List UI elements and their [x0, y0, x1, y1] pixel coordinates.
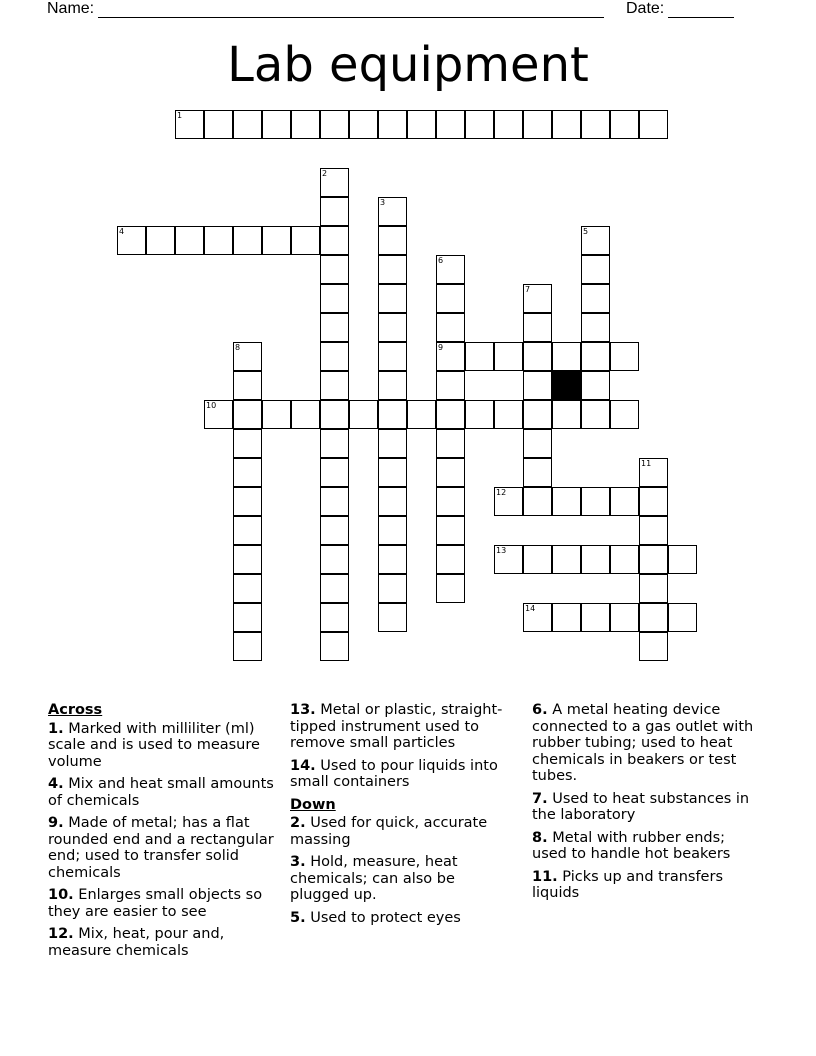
clue-number: 2. [290, 815, 306, 831]
grid-cell[interactable] [552, 545, 581, 574]
grid-cell[interactable] [378, 574, 407, 603]
clue-number: 11. [532, 868, 558, 885]
grid-cell[interactable] [610, 342, 639, 371]
grid-cell[interactable] [581, 284, 610, 313]
grid-cell[interactable] [436, 574, 465, 603]
clue-text: Metal with rubber ends; used to handle hot beakers [532, 829, 731, 862]
clue-item [532, 830, 762, 863]
clue-item [532, 702, 762, 785]
grid-cell[interactable] [581, 313, 610, 342]
clue-item [290, 815, 518, 848]
grid-cell[interactable] [639, 574, 668, 603]
grid-cell[interactable] [233, 400, 262, 429]
grid-number: 7 [525, 285, 531, 294]
grid-cell[interactable] [233, 371, 262, 400]
grid-cell[interactable] [291, 226, 320, 255]
grid-cell[interactable] [378, 603, 407, 632]
grid-number: 11 [641, 459, 652, 468]
grid-cell[interactable] [233, 632, 262, 661]
grid-cell[interactable] [436, 545, 465, 574]
grid-cell[interactable] [494, 110, 523, 139]
clue-number: 4. [48, 776, 64, 792]
grid-cell[interactable] [320, 255, 349, 284]
grid-cell[interactable] [320, 110, 349, 139]
grid-number: 13 [496, 546, 507, 555]
grid-cell[interactable] [320, 400, 349, 429]
clue-heading: Down [290, 796, 336, 813]
grid-cell[interactable] [320, 197, 349, 226]
clue-text: Used to protect eyes [310, 909, 461, 926]
clue-item [290, 854, 518, 904]
grid-cell[interactable] [233, 110, 262, 139]
name-label: Name: [47, 0, 95, 17]
grid-cell[interactable] [552, 603, 581, 632]
grid-number: 6 [438, 256, 444, 265]
clue-text: Metal or plastic, straight-tipped instrument used to remove small particles [290, 702, 503, 751]
grid-cell[interactable] [581, 487, 610, 516]
grid-cell[interactable] [436, 371, 465, 400]
grid-cell[interactable] [320, 371, 349, 400]
grid-cell[interactable] [378, 516, 407, 545]
grid-cell[interactable] [320, 603, 349, 632]
grid-number: 2 [322, 169, 328, 178]
clue-column-2 [290, 702, 518, 932]
grid-cell[interactable] [320, 458, 349, 487]
grid-cell[interactable] [552, 342, 581, 371]
grid-cell[interactable] [320, 545, 349, 574]
clue-text: Used for quick, accurate massing [290, 815, 488, 848]
grid-cell[interactable] [639, 632, 668, 661]
grid-cell[interactable] [378, 284, 407, 313]
grid-number: 12 [496, 488, 507, 497]
name-field[interactable] [47, 0, 604, 18]
grid-cell[interactable] [610, 400, 639, 429]
clue-item [290, 910, 518, 927]
grid-cell[interactable] [320, 429, 349, 458]
grid-cell[interactable] [668, 603, 697, 632]
clue-number: 9. [48, 815, 64, 831]
grid-cell[interactable] [552, 400, 581, 429]
grid-cell[interactable] [175, 226, 204, 255]
grid-cell[interactable] [610, 545, 639, 574]
grid-cell[interactable] [233, 487, 262, 516]
grid-cell[interactable] [436, 458, 465, 487]
clue-item [48, 776, 276, 809]
grid-cell[interactable] [639, 110, 668, 139]
grid-cell[interactable] [523, 110, 552, 139]
clue-text: Marked with milliliter (ml) scale and is used to measure volume [48, 720, 260, 770]
grid-cell[interactable] [378, 110, 407, 139]
grid-cell[interactable] [291, 110, 320, 139]
date-label: Date: [626, 0, 665, 17]
grid-cell[interactable] [320, 342, 349, 371]
grid-cell[interactable] [320, 574, 349, 603]
grid-cell[interactable] [581, 603, 610, 632]
grid-cell[interactable] [668, 545, 697, 574]
clue-item [48, 926, 276, 959]
grid-cell[interactable] [552, 110, 581, 139]
grid-cell[interactable] [233, 226, 262, 255]
grid-number: 8 [235, 343, 241, 352]
grid-cell[interactable] [494, 342, 523, 371]
grid-cell[interactable] [378, 313, 407, 342]
grid-cell[interactable] [523, 545, 552, 574]
grid-cell[interactable] [436, 400, 465, 429]
clue-column-1 [48, 702, 276, 965]
grid-cell[interactable] [436, 110, 465, 139]
grid-cell[interactable] [378, 429, 407, 458]
clue-text: A metal heating device connected to a gas outlet with rubber tubing; used to heat chemicals in beakers or test tubes. [532, 702, 754, 784]
grid-cell[interactable] [146, 226, 175, 255]
grid-cell[interactable] [378, 400, 407, 429]
grid-cell[interactable] [639, 603, 668, 632]
clue-item [48, 721, 276, 771]
grid-cell[interactable] [320, 516, 349, 545]
grid-cell[interactable] [639, 545, 668, 574]
grid-cell[interactable] [233, 603, 262, 632]
grid-cell[interactable] [523, 487, 552, 516]
clue-number: 1. [48, 720, 64, 737]
clue-item [532, 791, 762, 824]
grid-cell[interactable] [407, 400, 436, 429]
grid-cell[interactable] [639, 487, 668, 516]
grid-cell[interactable] [320, 313, 349, 342]
grid-cell[interactable] [233, 516, 262, 545]
clue-item [290, 702, 518, 752]
grid-cell[interactable] [262, 110, 291, 139]
clue-text: Used to pour liquids into small containers [290, 757, 498, 790]
page-title: Lab equipment [227, 37, 589, 93]
grid-number: 1 [177, 111, 183, 120]
grid-cell[interactable] [378, 458, 407, 487]
clue-number: 8. [532, 829, 548, 846]
clue-column-3 [532, 702, 762, 908]
clue-text: Mix and heat small amounts of chemicals [48, 776, 274, 809]
grid-cell[interactable] [378, 487, 407, 516]
grid-cell[interactable] [204, 226, 233, 255]
grid-cell[interactable] [581, 545, 610, 574]
grid-cell[interactable] [262, 226, 291, 255]
date-field[interactable] [626, 0, 734, 18]
grid-cell[interactable] [581, 110, 610, 139]
clue-text: Enlarges small objects so they are easier to see [48, 887, 263, 920]
grid-cell[interactable] [523, 429, 552, 458]
grid-cell[interactable] [523, 371, 552, 400]
grid-cell[interactable] [320, 226, 349, 255]
clue-item [48, 887, 276, 920]
clue-number: 13. [290, 702, 316, 718]
grid-number: 4 [119, 227, 125, 236]
clue-number: 10. [48, 887, 74, 903]
grid-cell[interactable] [349, 400, 378, 429]
grid-cell[interactable] [494, 400, 523, 429]
grid-cell[interactable] [523, 342, 552, 371]
grid-cell[interactable] [581, 371, 610, 400]
name-blank[interactable] [98, 3, 604, 18]
grid-cell[interactable] [581, 255, 610, 284]
grid-cell[interactable] [639, 516, 668, 545]
grid-cell[interactable] [378, 342, 407, 371]
grid-cell[interactable] [436, 429, 465, 458]
grid-cell[interactable] [262, 400, 291, 429]
grid-cell[interactable] [378, 226, 407, 255]
grid-cell[interactable] [233, 574, 262, 603]
grid-cell[interactable] [436, 487, 465, 516]
clue-heading: Across [48, 702, 103, 718]
grid-cell[interactable] [581, 342, 610, 371]
grid-cell[interactable] [610, 603, 639, 632]
date-blank[interactable] [668, 3, 734, 18]
clue-text: Made of metal; has a flat rounded end and a rectangular end; used to transfer solid chemicals [48, 815, 274, 881]
clue-text: Picks up and transfers liquids [532, 868, 723, 901]
grid-cell[interactable] [233, 429, 262, 458]
grid-number: 3 [380, 198, 386, 207]
grid-cell[interactable] [523, 458, 552, 487]
grid-cell[interactable] [320, 487, 349, 516]
grid-cell[interactable] [407, 110, 436, 139]
grid-cell[interactable] [436, 284, 465, 313]
grid-cell[interactable] [378, 545, 407, 574]
grid-cell[interactable] [581, 400, 610, 429]
grid-cell[interactable] [523, 400, 552, 429]
clue-item [532, 869, 762, 902]
grid-cell[interactable] [552, 487, 581, 516]
clue-item [290, 758, 518, 791]
grid-cell[interactable] [436, 313, 465, 342]
grid-cell[interactable] [523, 313, 552, 342]
grid-cell[interactable] [610, 487, 639, 516]
grid-number: 5 [583, 227, 589, 236]
grid-number: 10 [206, 401, 217, 410]
grid-number: 9 [438, 343, 444, 352]
grid-cell[interactable] [378, 371, 407, 400]
grid-cell[interactable] [465, 400, 494, 429]
clue-text: Used to heat substances in the laboratory [532, 790, 750, 823]
grid-cell[interactable] [436, 516, 465, 545]
clue-item [48, 815, 276, 881]
grid-number: 14 [525, 604, 536, 613]
black-square [552, 371, 581, 400]
grid-cell[interactable] [320, 632, 349, 661]
clue-number: 12. [48, 926, 74, 942]
clue-number: 3. [290, 854, 306, 870]
clue-number: 6. [532, 702, 548, 718]
grid-cell[interactable] [291, 400, 320, 429]
grid-cell[interactable] [378, 255, 407, 284]
grid-cell[interactable] [465, 110, 494, 139]
grid-cell[interactable] [204, 110, 233, 139]
grid-cell[interactable] [320, 284, 349, 313]
grid-cell[interactable] [349, 110, 378, 139]
grid-cell[interactable] [465, 342, 494, 371]
grid-cell[interactable] [233, 458, 262, 487]
clue-text: Mix, heat, pour and, measure chemicals [48, 926, 225, 959]
grid-cell[interactable] [610, 110, 639, 139]
clue-number: 5. [290, 909, 306, 926]
grid-cell[interactable] [233, 545, 262, 574]
clue-number: 7. [532, 790, 548, 807]
clue-text: Hold, measure, heat chemicals; can also be plugged up. [290, 854, 458, 903]
clue-number: 14. [290, 757, 316, 774]
